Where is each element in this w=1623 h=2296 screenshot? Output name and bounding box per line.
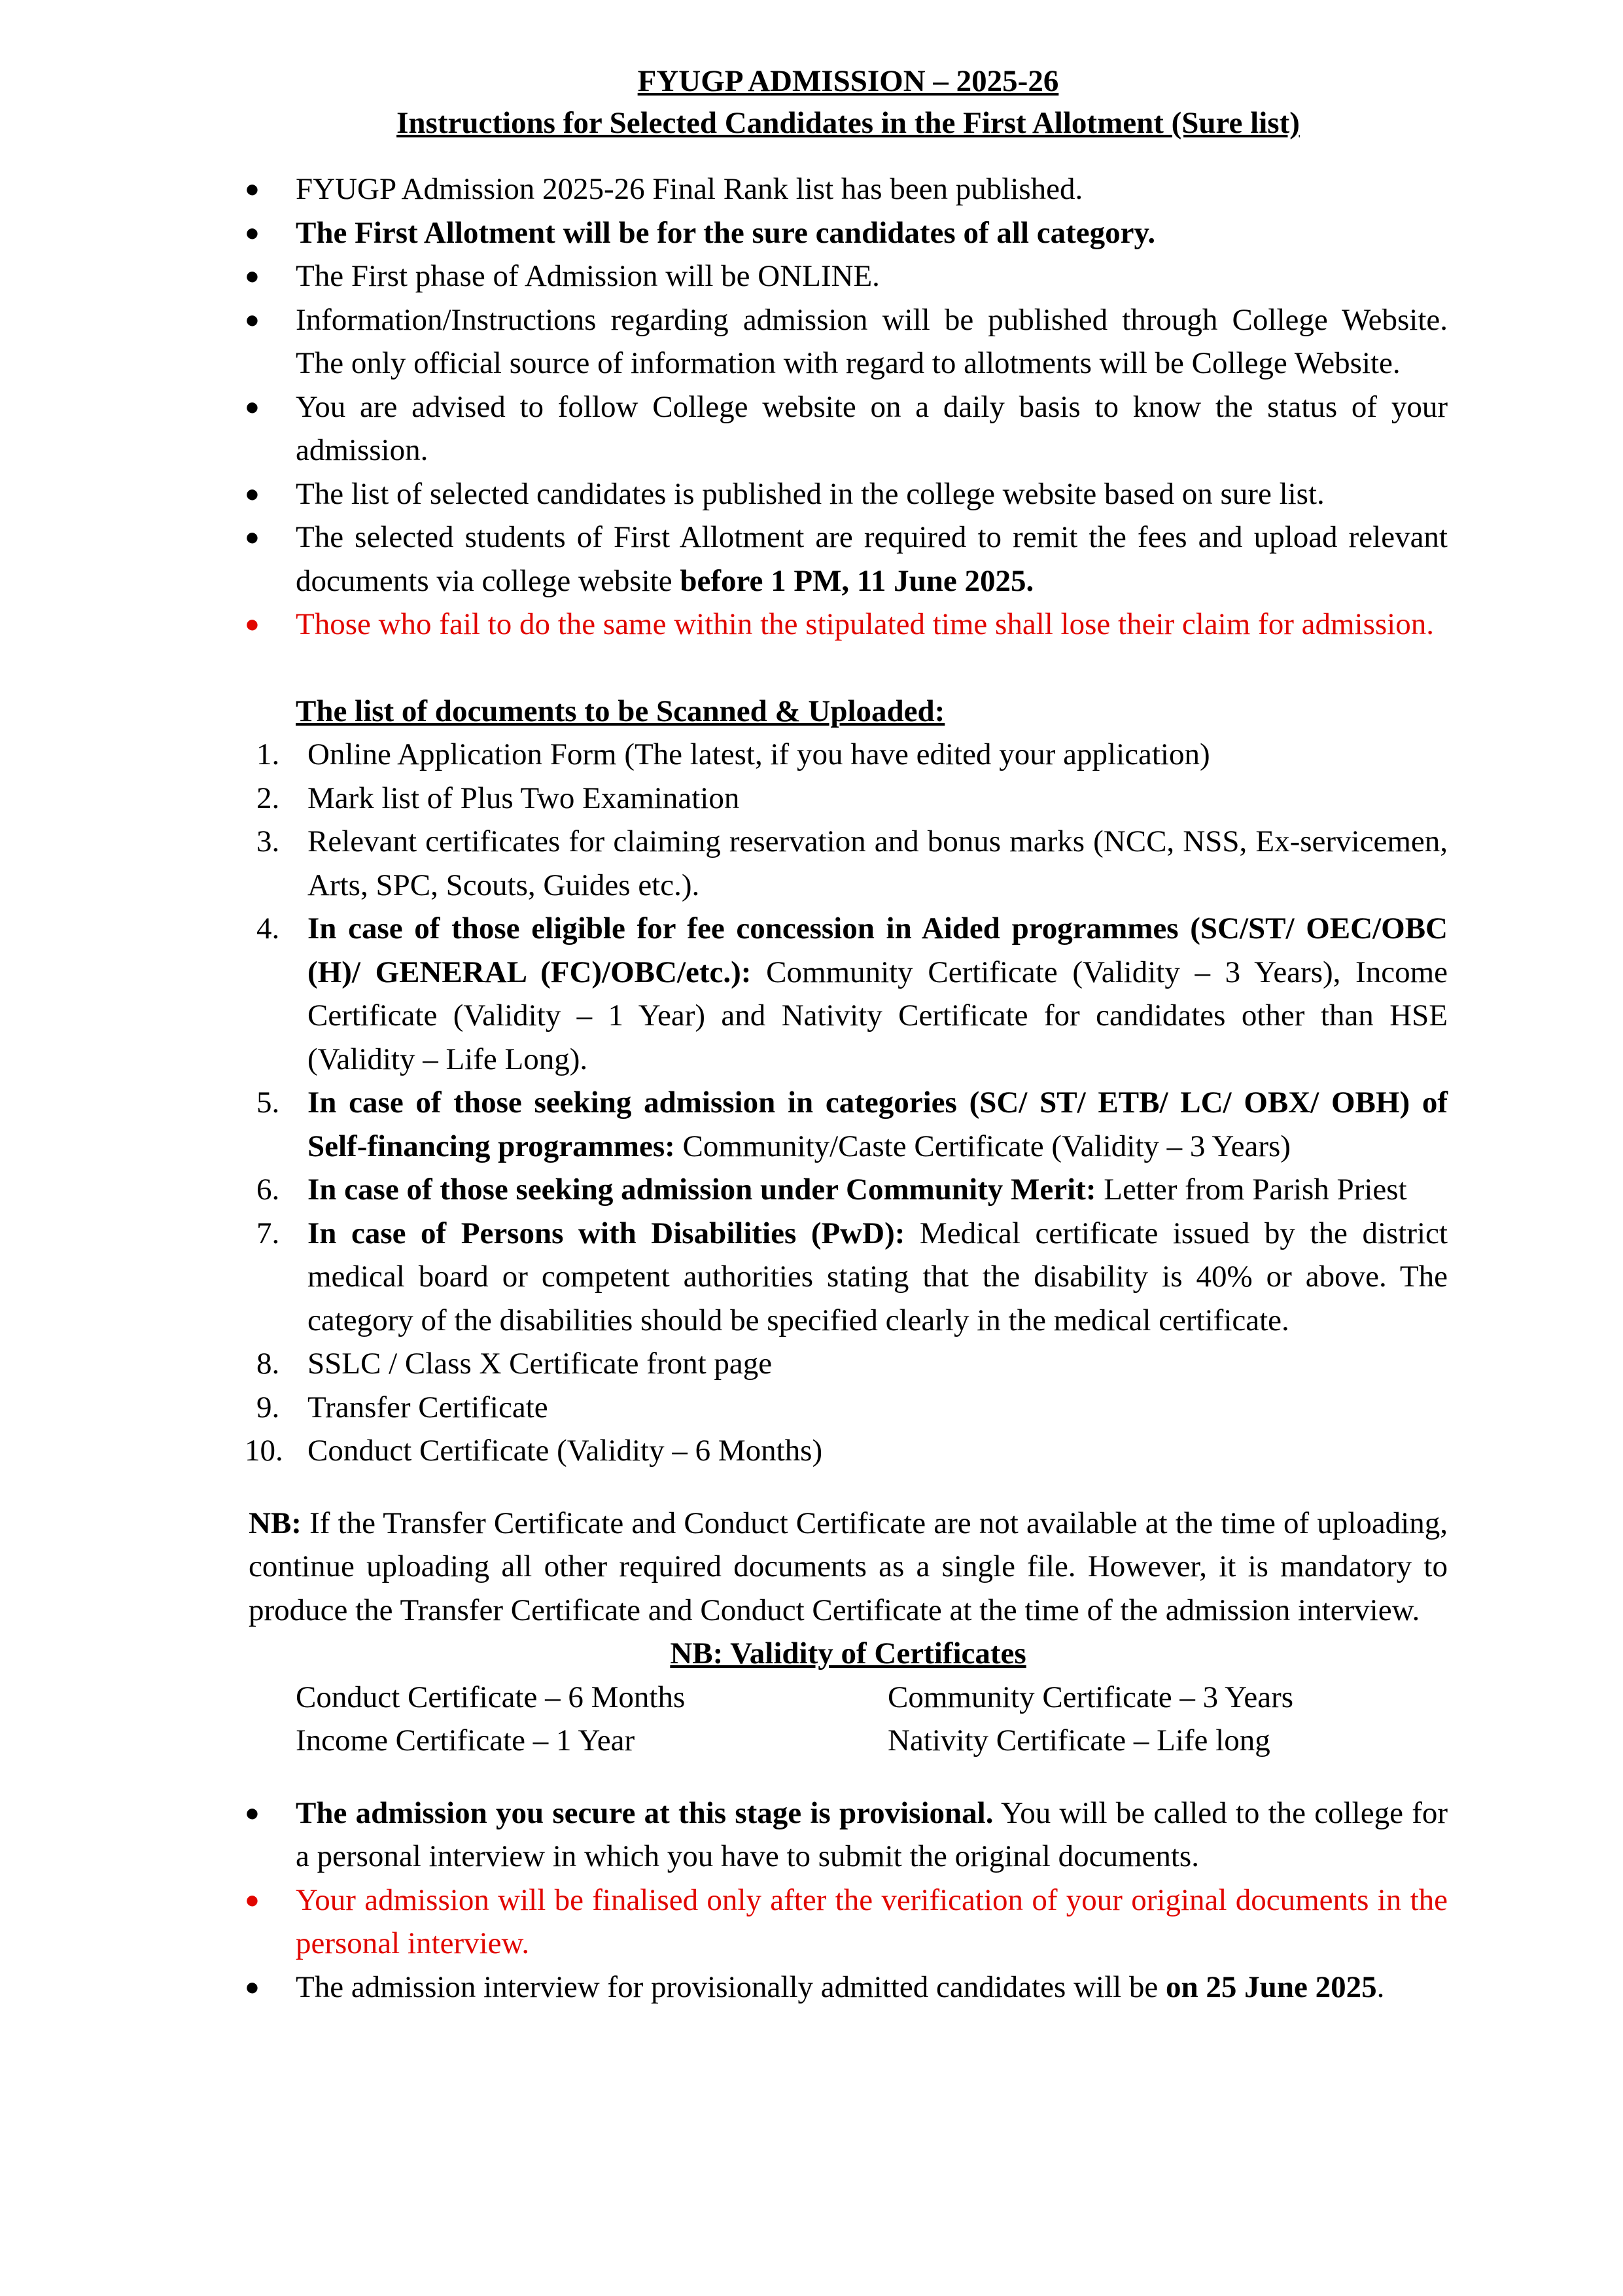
list-item: ● FYUGP Admission 2025-26 Final Rank list has been published. [249,168,1448,211]
bullet-icon: ● [245,480,260,508]
document-item: 1. Online Application Form (The latest, if you have edited your application) [256,737,1210,771]
validity-entry: Nativity Certificate – Life long [888,1723,1270,1757]
list-item: ● The list of selected candidates is published in the college website based on sure list. [249,472,1448,516]
warning-item: ● Your admission will be finalised only after the verification of your original documents in the personal interview. [249,1879,1448,1966]
final-instruction-list [245,1792,1448,2009]
nb-label: NB: [249,1506,302,1540]
document-item: 5. In case of those seeking admission in categories (SC/ ST/ ETB/ LC/ OBX/ OBH) of Self-financing programmes: Community/Caste Certificate (Validity – 3 Years) [256,1086,1448,1163]
bullet-icon: ● [245,262,260,290]
bullet-icon: ● [245,610,260,638]
bullet-icon: ● [245,219,260,247]
warning-item: ● Those who fail to do the same within the stipulated time shall lose their claim for admission. [249,603,1448,646]
bullet-icon: ● [245,1886,260,1914]
documents-heading: The list of documents to be Scanned & Uploaded: [296,694,945,728]
document-item: 9. Transfer Certificate [256,1390,548,1424]
list-item: ● The First phase of Admission will be ONLINE. [249,255,1448,298]
bullet-icon: ● [245,306,260,334]
page-subtitle: Instructions for Selected Candidates in the First Allotment (Sure list) [396,106,1300,140]
document-item: 4. In case of those eligible for fee concession in Aided programmes (SC/ST/ OEC/OBC (H)/ GENERAL (FC)/OBC/etc.): Community Certificate (Validity – 3 Years), Income Certificate (Validity – 1 Year) and Nativity Certificate for candidates other than HSE (Validity – Life Long). [256,911,1448,1076]
document-item: 8. SSLC / Class X Certificate front page [256,1347,773,1381]
validity-entry: Community Certificate – 3 Years [888,1680,1294,1714]
document-item: 7. In case of Persons with Disabilities (PwD): Medical certificate issued by the district medical board or competent authorities stating that the disability is 40% or above. The category of the disabilities should be specified clearly in the medical certificate. [256,1216,1448,1337]
list-item: ● Information/Instructions regarding admission will be published through College Website. The only official source of information with regard to allotments will be College Website. [249,298,1448,385]
bullet-icon: ● [245,1799,260,1827]
list-item: ● The First Allotment will be for the sure candidates of all category. [249,211,1448,255]
document-item: 6. In case of those seeking admission under Community Merit: Letter from Parish Priest [256,1173,1407,1207]
list-item: ● The admission you secure at this stage is provisional. You will be called to the college for a personal interview in which you have to submit the original documents. [249,1792,1448,1879]
page-title: FYUGP ADMISSION – 2025-26 [637,64,1059,98]
validity-table [249,1676,1448,1763]
bullet-icon: ● [245,175,260,203]
list-item: ● You are advised to follow College website on a daily basis to know the status of your admission. [249,385,1448,472]
instruction-list [245,168,1448,646]
bullet-icon: ● [245,523,260,551]
fee-deadline: before 1 PM, 11 June 2025. [680,563,1034,598]
nb-note: NB: If the Transfer Certificate and Conduct Certificate are not available at the time of uploading, continue uploading all other required documents as a single file. However, it is mandatory to produce the Transfer Certificate and Conduct Certificate at the time of the admission interview. [249,1506,1448,1627]
validity-entry: Conduct Certificate – 6 Months [296,1680,686,1714]
list-item: ● The selected students of First Allotment are required to remit the fees and upload relevant documents via college website before 1 PM, 11 June 2025. [249,516,1448,603]
list-item: ● The admission interview for provisionally admitted candidates will be on 25 June 2025. [249,1966,1448,2009]
document-item: 10. Conduct Certificate (Validity – 6 Months) [245,1434,823,1468]
documents-list [245,733,1448,1473]
validity-entry: Income Certificate – 1 Year [296,1723,635,1757]
bullet-icon: ● [245,393,260,421]
validity-heading: NB: Validity of Certificates [670,1636,1026,1670]
document-item: 3. Relevant certificates for claiming reservation and bonus marks (NCC, NSS, Ex-servicemen, Arts, SPC, Scouts, Guides etc.). [256,824,1448,902]
bullet-icon: ● [245,1973,260,2001]
interview-date: on 25 June 2025 [1166,1969,1377,2004]
document-item: 2. Mark list of Plus Two Examination [256,781,740,815]
